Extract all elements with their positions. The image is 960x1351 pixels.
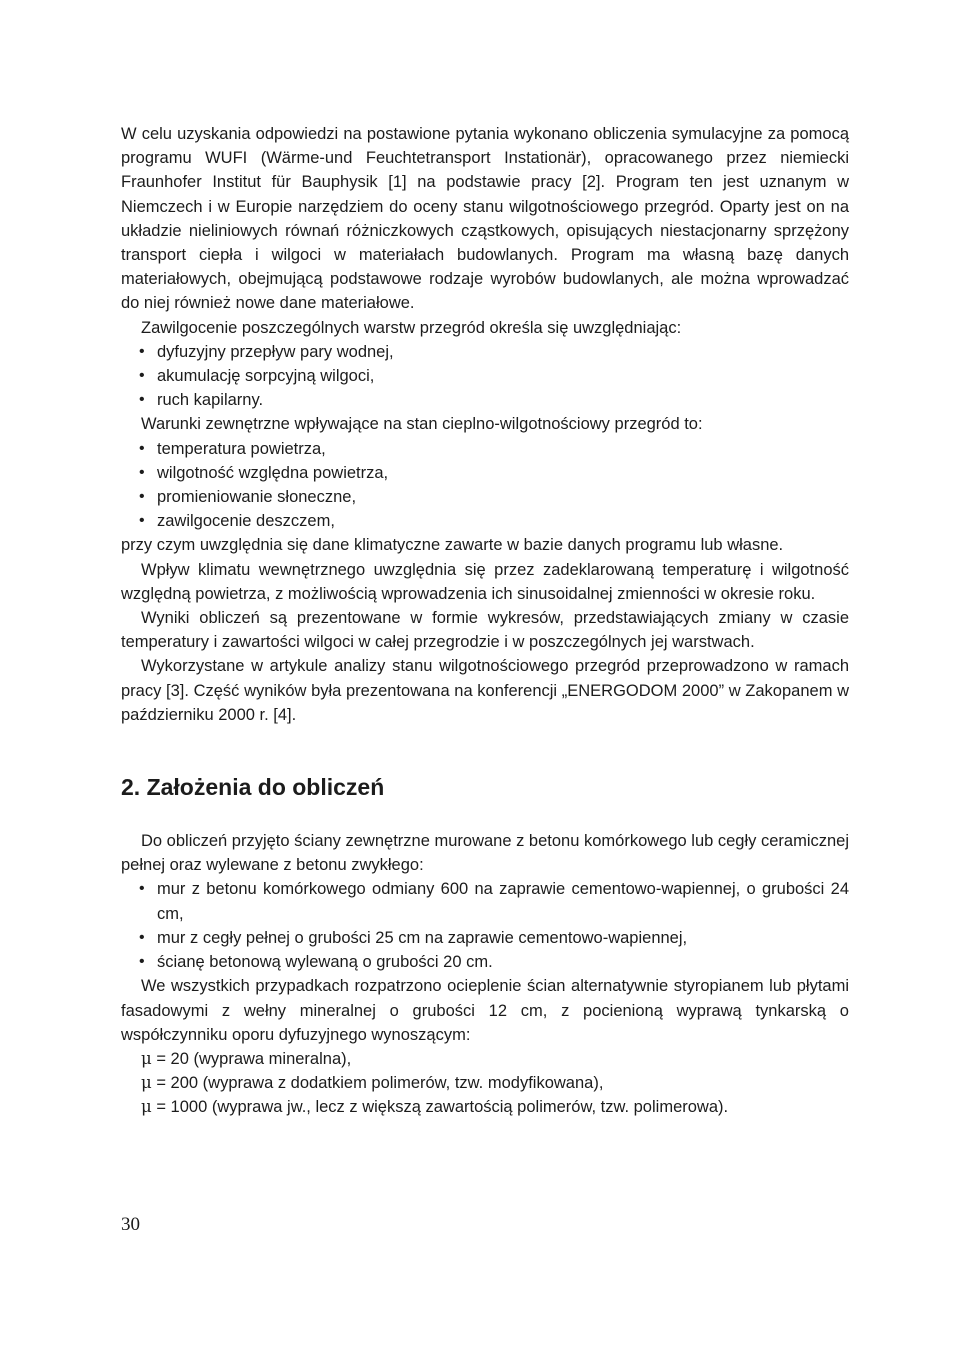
list-item: • mur z cegły pełnej o grubości 25 cm na zaprawie cementowo-wapiennej, <box>121 926 849 950</box>
list-item: • zawilgocenie deszczem, <box>121 509 849 533</box>
paragraph-internal-climate: Wpływ klimatu wewnętrznego uwzględnia się przez zadeklarowaną temperaturę i wilgotność względną powietrza, z możliwością wprowadzenia ich sinusoidalnej zmienności w okresie roku. <box>121 560 849 603</box>
paragraph-climate-data: przy czym uwzględnia się dane klimatyczne zawarte w bazie danych programu lub własne. <box>121 536 784 555</box>
bullet-icon: • <box>139 928 145 946</box>
bullet-icon: • <box>139 463 145 481</box>
bullet-icon: • <box>139 439 145 457</box>
paragraph-results: Wyniki obliczeń są prezentowane w formie wykresów, przedstawiających zmiany w czasie temperatury i zawartości wilgoci w całej przegrodzie i w poszczególnych jej warstwach. <box>121 609 849 652</box>
list-item: • mur z betonu komórkowego odmiany 600 na zaprawie cementowo-wapiennej, o grubości 24 cm, <box>121 877 849 925</box>
paragraph-intro: W celu uzyskania odpowiedzi na postawione pytania wykonano obliczenia symulacyjne za pomocą programu WUFI (Wärme-und Feuchtetransport Instationär), opracowanego przez niemiecki Fraunhofer Institut für Bauphysik [1] na podstawie pracy [2]. Program ten jest uznanym w Niemczech i w Europie narzędziem do oceny stanu wilgotnościowego przegród. Oparty jest on na układzie nieliniowych równań różniczkowych cząstkowych, opisujących niestacjonarny sprzężony transport ciepła i wilgoci w materiałach budowlanych. Program ma własną bazę danych materiałowych, obejmującą podstawowe rodzaje wyrobów budowlanych, ale można wprowadzać do niej również nowe dane materiałowe. <box>121 125 849 313</box>
list-item: • ruch kapilarny. <box>121 388 849 412</box>
section-heading: 2. Założenia do obliczeń <box>121 774 385 801</box>
list-moisture-factors <box>121 340 849 413</box>
list-item: • dyfuzyjny przepływ pary wodnej, <box>121 340 849 364</box>
mu-value-line: μ = 200 (wyprawa z dodatkiem polimerów, tzw. modyfikowana), <box>141 1073 604 1093</box>
paragraph-references: Wykorzystane w artykule analizy stanu wilgotnościowego przegród przeprowadzono w ramach pracy [3]. Część wyników była prezentowana na konferencji „ENERGODOM 2000” w Zakopanem w październiku 2000 r. [4]. <box>121 657 849 724</box>
document-body <box>121 122 849 1120</box>
bullet-icon: • <box>139 342 145 360</box>
bullet-icon: • <box>139 880 145 898</box>
bullet-icon: • <box>139 367 145 385</box>
mu-symbol: μ <box>141 1073 152 1093</box>
paragraph-insulation: We wszystkich przypadkach rozpatrzono ocieplenie ścian alternatywnie styropianem lub płytami fasadowymi z wełny mineralnej o grubości 12 cm, z pocienioną wyprawą tynkarską o współczynniku oporu dyfuzyjnego wynoszącym: <box>121 977 849 1044</box>
mu-value-line: μ = 1000 (wyprawa jw., lecz z większą zawartością polimerów, tzw. polimerowa). <box>141 1097 729 1117</box>
mu-symbol: μ <box>141 1097 152 1117</box>
list-item: • akumulację sorpcyjną wilgoci, <box>121 364 849 388</box>
mu-value-line: μ = 20 (wyprawa mineralna), <box>141 1048 352 1068</box>
bullet-icon: • <box>139 512 145 530</box>
mu-symbol: μ <box>141 1048 152 1068</box>
list-wall-types <box>121 877 849 974</box>
bullet-icon: • <box>139 953 145 971</box>
bullet-icon: • <box>139 488 145 506</box>
page-number: 30 <box>121 1214 140 1235</box>
list-external-conditions <box>121 437 849 534</box>
list-item: • wilgotność względna powietrza, <box>121 461 849 485</box>
paragraph-assumptions: Do obliczeń przyjęto ściany zewnętrzne murowane z betonu komórkowego lub cegły ceramicznej pełnej oraz wylewane z betonu zwykłego: <box>121 832 850 875</box>
paragraph-external-conditions: Warunki zewnętrzne wpływające na stan cieplno-wilgotnościowy przegród to: <box>141 415 703 434</box>
list-item: • ścianę betonową wylewaną o grubości 20 cm. <box>121 950 849 974</box>
list-item: • promieniowanie słoneczne, <box>121 485 849 509</box>
bullet-icon: • <box>139 391 145 409</box>
list-item: • temperatura powietrza, <box>121 437 849 461</box>
paragraph-moisture: Zawilgocenie poszczególnych warstw przegród określa się uwzględniając: <box>141 318 682 337</box>
